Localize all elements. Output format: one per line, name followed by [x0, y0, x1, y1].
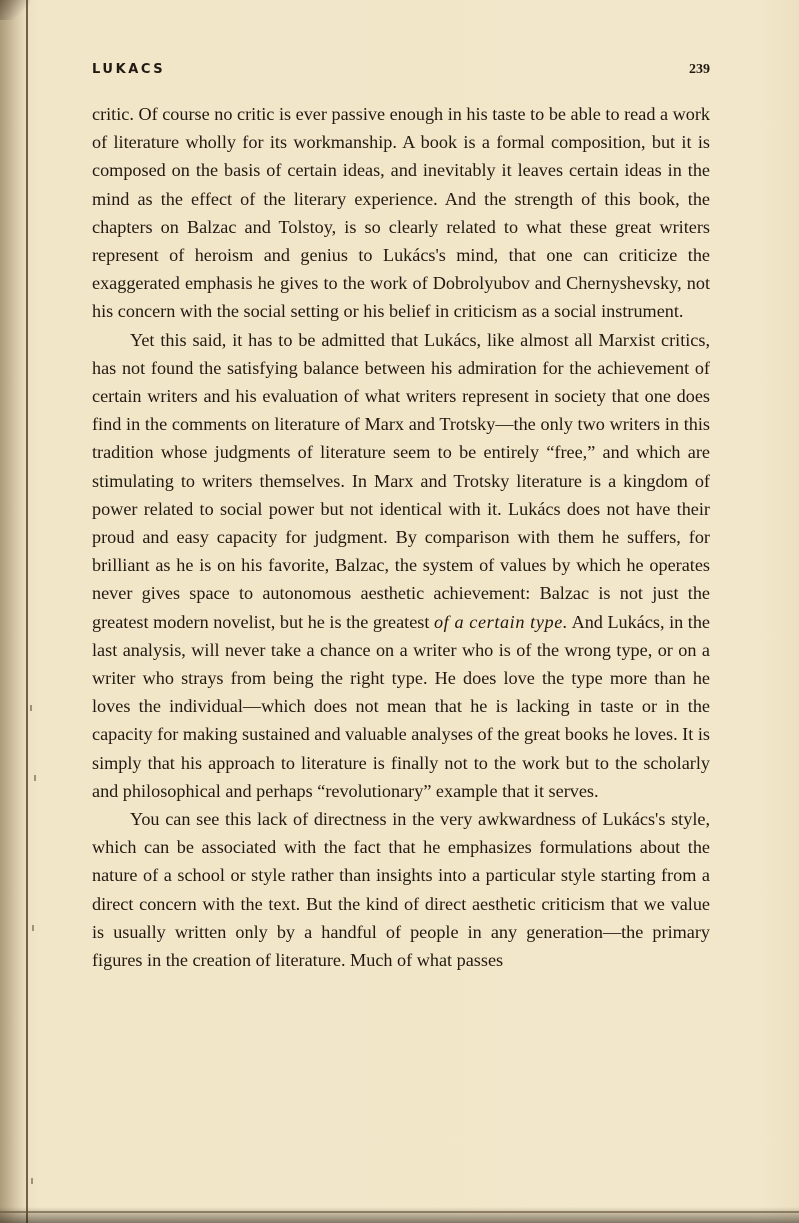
page-number: 239 [689, 62, 710, 77]
margin-mark [30, 705, 32, 711]
paragraph-3: You can see this lack of directness in the very awkwardness of Lukács's style, which can be associated with the fact that he emphasizes formulations about the nature of a school or style rather than insights into a particular style starting from a direct concern with the text. But the kind of direct aesthetic criticism that we value is usually written only by a handful of people in any generation—the primary figures in the creation of literature. Much of what passes [92, 809, 710, 971]
paragraph-2-italic-phrase: of a certain type. [433, 611, 569, 632]
bottom-edge-shadow [0, 1207, 799, 1223]
paragraph-1: critic. Of course no critic is ever passive enough in his taste to be able to read a work of literature wholly for its workmanship. A book is a formal composition, but it is composed on the basis of certain ideas, and inevitably it leaves certain ideas in the mind as the effect of the literary experience. And the strength of this book, the chapters on Balzac and Tolstoy, is so clearly related to what these great writers represent of heroism and genius to Lukács's mind, that one can criticize the exaggerated emphasis he gives to the work of Dobrolyubov and Chernyshevsky, not his concern with the social setting or his belief in criticism as a social instrument. [92, 104, 710, 322]
margin-mark [34, 775, 36, 781]
paragraph-2-text-after: And Lukács, in the last analysis, will never take a chance on a writer who is of the wrong type, or on a writer who strays from being the right type. He does love the type more than he loves the individual—which does not mean that he is lacking in taste or in the capacity for making sustained and valuable analyses of the great books he loves. It is simply that his approach to literature is finally not to the work but to the scholarly and philosophical and perhaps “revolutionary” example that it serves. [92, 611, 710, 801]
gutter-shadow [0, 0, 26, 1223]
paragraph-2 [92, 326, 710, 805]
page-header [92, 62, 710, 84]
body-text [92, 100, 710, 974]
paragraph-2-text-before: Yet this said, it has to be admitted that Lukács, like almost all Marxist critics, has not found the satisfying balance between his admiration for the achievement of certain writers and his evaluation of what writers represent in society that one does find in the comments on literature of Marx and Trotsky—the only two writers in this tradition whose judgments of literature seem to be entirely “free,” and which are stimulating to writers themselves. In Marx and Trotsky literature is a kingdom of power related to social power but not identical with it. Lukács does not have their proud and easy capacity for judgment. By comparison with them he suffers, for brilliant as he is on his favorite, Balzac, the system of values by which he operates never gives space to autonomous aesthetic achievement: Balzac is not just the greatest modern novelist, but he is the greatest [92, 329, 710, 632]
margin-mark [32, 925, 34, 931]
margin-mark [31, 1178, 33, 1184]
binding-edge [26, 0, 28, 1223]
running-head: LUKACS [92, 62, 166, 77]
corner-mark [0, 0, 30, 20]
